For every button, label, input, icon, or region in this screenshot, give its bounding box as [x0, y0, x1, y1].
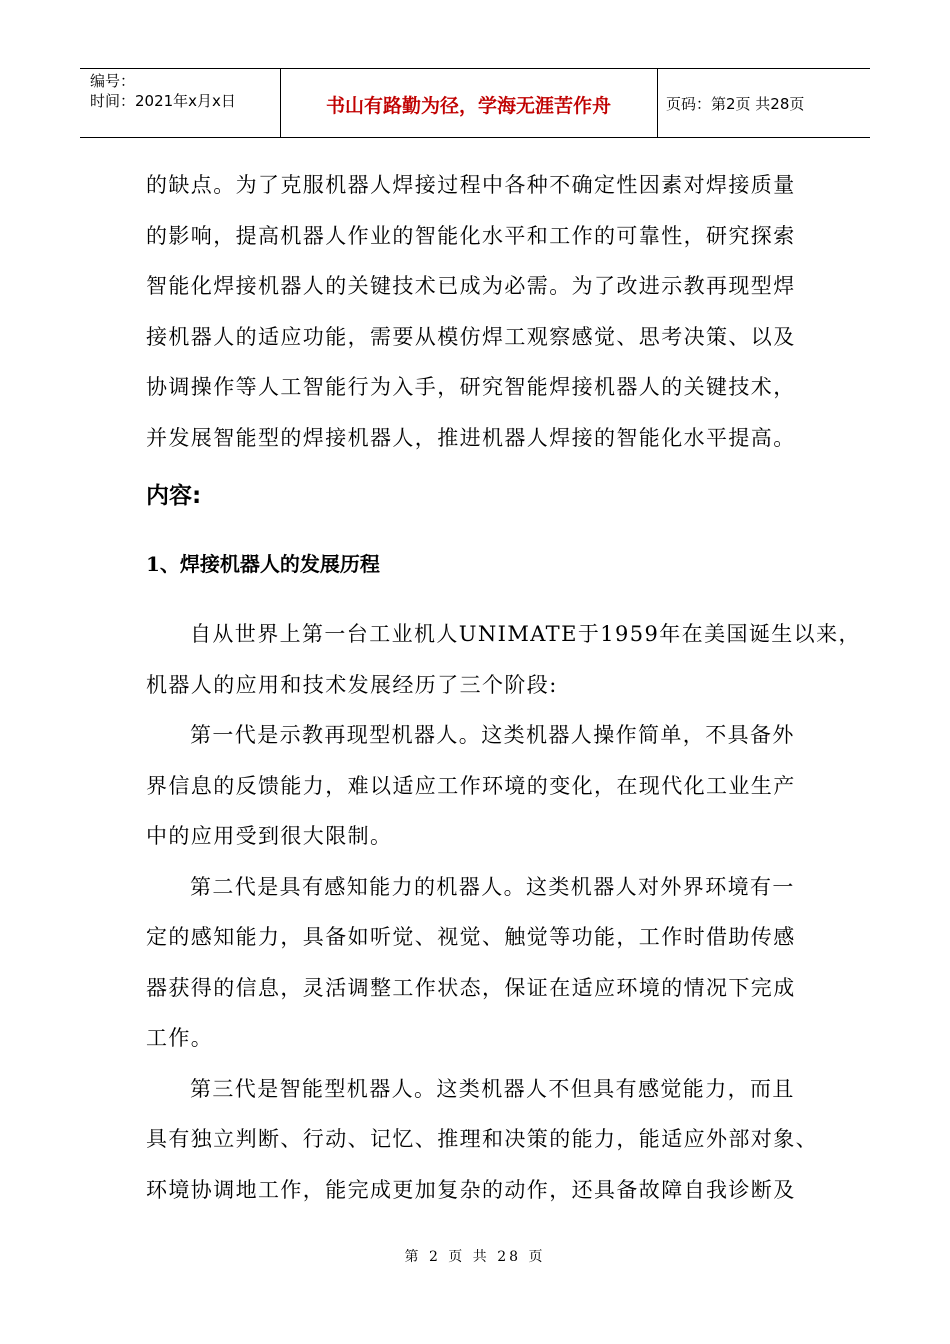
text-line: 环境协调地工作，能完成更加复杂的动作，还具备故障自我诊断及 [146, 1177, 796, 1202]
text-line: 第二代是具有感知能力的机器人。这类机器人对外界环境有一 [190, 874, 795, 899]
text-line: 第三代是智能型机器人。这类机器人不但具有感觉能力，而且 [190, 1076, 795, 1101]
text-line: 界信息的反馈能力，难以适应工作环境的变化，在现代化工业生产 [146, 773, 796, 798]
page-footer: 第 2 页 共 28 页 [404, 1249, 546, 1265]
text-line: 机器人的应用和技术发展经历了三个阶段: [146, 672, 558, 697]
text-line: 工作。 [146, 1026, 214, 1050]
text-line: 并发展智能型的焊接机器人，推进机器人焊接的智能化水平提高。 [146, 425, 796, 450]
subsection-heading: 1、焊接机器人的发展历程 [146, 552, 380, 576]
document-body [146, 160, 861, 1215]
page-header [80, 68, 870, 138]
text-line: 的缺点。为了克服机器人焊接过程中各种不确定性因素对焊接质量 [146, 173, 796, 197]
time-label: 时间：2021年x月x日 [90, 92, 236, 110]
header-meta [90, 71, 236, 111]
text-line: 第一代是示教再现型机器人。这类机器人操作简单，不具备外 [190, 723, 795, 747]
header-motto: 书山有路勤为径，学海无涯苦作舟 [325, 95, 611, 117]
text-line: 的影响，提高机器人作业的智能化水平和工作的可靠性，研究探索 [146, 223, 796, 248]
text-line: 接机器人的适应功能，需要从模仿焊工观察感觉、思考决策、以及 [146, 324, 796, 349]
text-line: 具有独立判断、行动、记忆、推理和决策的能力，能适应外部对象、 [146, 1127, 818, 1151]
spacer [146, 599, 816, 609]
text-line: 智能化焊接机器人的关键技术已成为必需。为了改进示教再现型焊 [146, 274, 796, 298]
text-line: 自从世界上第一台工业机人UNIMATE于1959年在美国诞生以来， [190, 622, 861, 646]
text-line: 器获得的信息，灵活调整工作状态，保证在适应环境的情况下完成 [146, 975, 796, 1000]
header-page-info: 页码：第2页 共28页 [666, 95, 805, 113]
number-label: 编号： [90, 72, 136, 90]
text-line: 协调操作等人工智能行为入手，研究智能焊接机器人的关键技术， [146, 375, 796, 399]
section-heading: 内容: [146, 483, 202, 509]
text-line: 中的应用受到很大限制。 [146, 824, 393, 848]
text-line: 定的感知能力，具备如听觉、视觉、触觉等功能，工作时借助传感 [146, 925, 796, 949]
header-divider [657, 69, 658, 137]
